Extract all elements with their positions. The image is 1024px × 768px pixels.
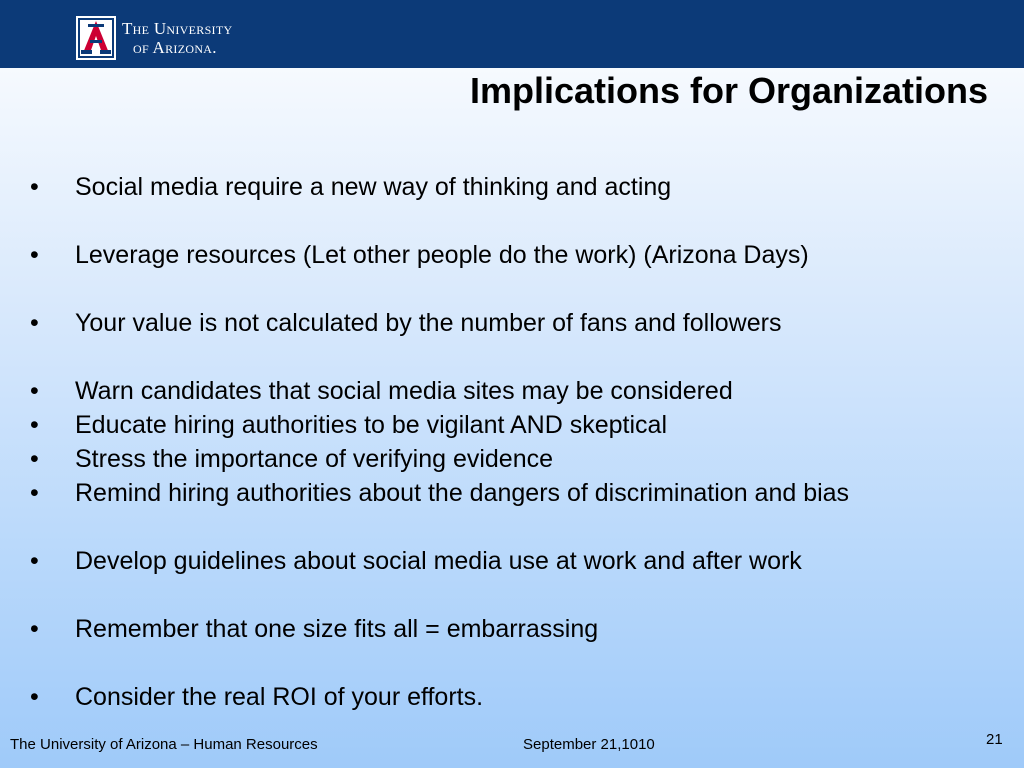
bullet-text: Remind hiring authorities about the dangers of discrimination and bias [75, 479, 850, 507]
university-wordmark [122, 19, 232, 57]
bullet-symbol: • [30, 173, 39, 201]
bullet-text: Leverage resources (Let other people do the work) (Arizona Days) [75, 241, 809, 269]
bullet-text: Social media require a new way of thinking and acting [75, 173, 672, 201]
bullet-text: Warn candidates that social media sites may be considered [75, 377, 733, 405]
bullet-item [30, 544, 802, 578]
wordmark-line-2: of Arizona. [133, 38, 217, 57]
bullet-symbol: • [30, 309, 39, 337]
page-number: 21 [986, 731, 1003, 748]
bullet-symbol: • [30, 615, 39, 643]
bullet-item [30, 680, 483, 714]
bullet-item [30, 306, 781, 340]
bullet-text: Stress the importance of verifying evidence [75, 445, 554, 473]
bullet-symbol: • [30, 479, 39, 507]
bullet-text: Develop guidelines about social media use at work and after work [75, 547, 802, 575]
bullet-symbol: • [30, 683, 39, 711]
header-bar [0, 0, 1024, 68]
bullet-text: Educate hiring authorities to be vigilant AND skeptical [75, 411, 667, 439]
slide-title: Implications for Organizations [469, 70, 988, 111]
university-a-logo-icon [76, 16, 116, 60]
wordmark-line-1: The University [122, 19, 233, 38]
bullet-symbol: • [30, 547, 39, 575]
footer-date: September 21,1010 [523, 736, 655, 753]
footer-organization: The University of Arizona – Human Resources [10, 736, 318, 753]
bullet-symbol: • [30, 241, 39, 269]
bullet-text: Consider the real ROI of your efforts. [75, 683, 484, 711]
bullet-item [30, 476, 849, 510]
bullet-text: Remember that one size fits all = embarrassing [75, 615, 599, 643]
bullet-item [30, 612, 598, 646]
bullet-item [30, 238, 809, 272]
bullet-item [30, 374, 733, 408]
bullet-symbol: • [30, 411, 39, 439]
bullet-text: Your value is not calculated by the number of fans and followers [75, 309, 782, 337]
bullet-symbol: • [30, 377, 39, 405]
bullet-item [30, 408, 667, 442]
bullet-symbol: • [30, 445, 39, 473]
bullet-item [30, 170, 671, 204]
bullet-item [30, 442, 553, 476]
